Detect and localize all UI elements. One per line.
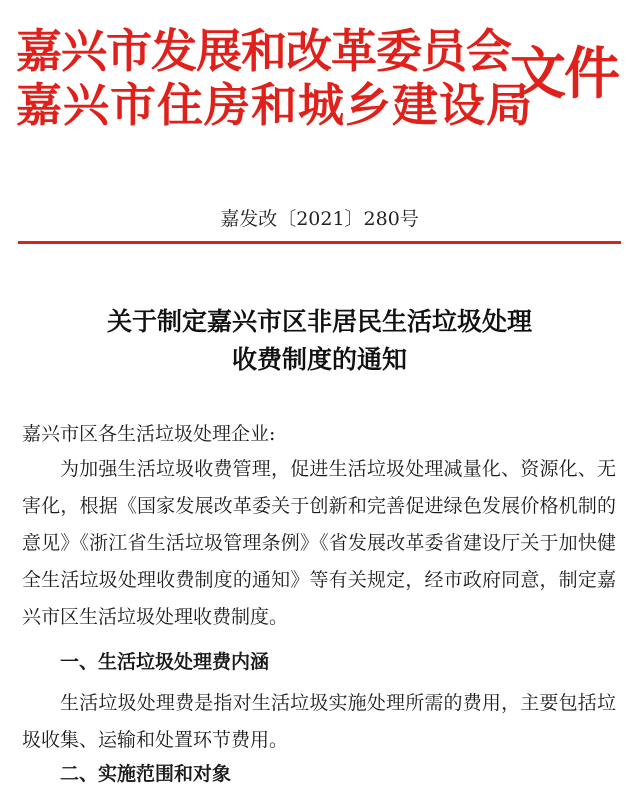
document-type-label: 文件 bbox=[510, 41, 618, 107]
issuing-authorities bbox=[16, 24, 533, 132]
red-separator-line bbox=[18, 241, 621, 244]
body-paragraph-definition: 生活垃圾处理费是指对生活垃圾实施处理所需的费用，主要包括垃圾收集、运输和处置环节费用。 bbox=[22, 692, 616, 751]
issuer-development-reform-commission: 嘉兴市发展和改革委员会 bbox=[16, 24, 511, 78]
document-title bbox=[0, 303, 639, 379]
title-line-2: 收费制度的通知 bbox=[231, 345, 407, 374]
document-number: 嘉发改〔2021〕280号 bbox=[220, 208, 419, 230]
section-heading-2: 二、实施范围和对象 bbox=[60, 763, 232, 785]
title-line-1: 关于制定嘉兴市区非居民生活垃圾处理 bbox=[106, 307, 532, 336]
issuer-housing-urban-rural-bureau: 嘉兴市住房和城乡建设局 bbox=[16, 78, 533, 132]
body-paragraph-intro: 为加强生活垃圾收费管理，促进生活垃圾处理减量化、资源化、无害化，根据《国家发展改革委关于创新和完善促进绿色发展价格机制的意见》《浙江省生活垃圾管理条例》《省发展改革委省建设厅关于加快健全生活垃圾处理收费制度的通知》等有关规定，经市政府同意，制定嘉兴市区生活垃圾处理收费制度。 bbox=[22, 458, 616, 628]
section-heading-1: 一、生活垃圾处理费内涵 bbox=[60, 651, 270, 673]
salutation: 嘉兴市区各生活垃圾处理企业: bbox=[22, 423, 276, 445]
